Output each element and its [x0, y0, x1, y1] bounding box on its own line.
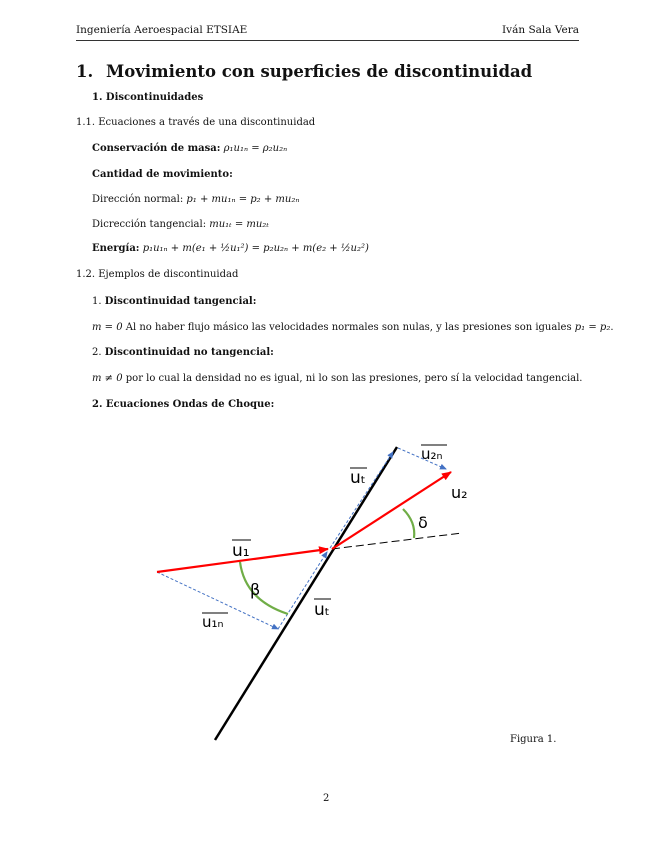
- subsection-ondas-choque: 2. Ecuaciones Ondas de Choque:: [92, 399, 275, 410]
- subsection-discontinuidades: 1. Discontinuidades: [92, 92, 204, 103]
- normal-label: Dirección normal:: [92, 194, 184, 205]
- item-2-math: m ≠ 0: [92, 373, 123, 384]
- item-2-body: por lo cual la densidad no es igual, ni lo son las presiones, pero sí la velocidad tangencial.: [122, 373, 583, 384]
- label-ut-lower: uₜ: [314, 600, 330, 620]
- label-beta: β: [250, 580, 261, 599]
- energy-equation: p₁u₁ₙ + m(e₁ + ½u₁²) = p₂u₂ₙ + m(e₂ + ½u₂²): [142, 243, 369, 254]
- beta-arc: [240, 562, 288, 614]
- label-u2n: u₂ₙ: [421, 445, 443, 463]
- subsection-1-1: 1.1. Ecuaciones a través de una discontinuidad: [76, 117, 316, 128]
- item-1-number: 1.: [92, 296, 102, 307]
- label-delta: δ: [418, 513, 428, 532]
- mass-equation: ρ₁u₁ₙ = ρ₂u₂ₙ: [223, 143, 288, 154]
- header-right: Iván Sala Vera: [502, 24, 579, 36]
- item-1-title: Discontinuidad tangencial:: [104, 296, 257, 307]
- label-u1n: u₁ₙ: [202, 613, 224, 631]
- section-number: 1.: [76, 62, 94, 81]
- section-title-text: Movimiento con superficies de discontinuidad: [106, 62, 533, 81]
- item-1-body: Al no haber flujo másico las velocidades normales son nulas, y las presiones son iguales: [122, 322, 575, 333]
- mass-label: Conservación de masa:: [92, 143, 221, 154]
- item-2-title: Discontinuidad no tangencial:: [104, 347, 274, 358]
- subsection-1-2: 1.2. Ejemplos de discontinuidad: [76, 269, 239, 280]
- label-u1: u₁: [232, 541, 250, 561]
- energy-label: Energía:: [92, 243, 140, 254]
- tangential-label: Dicrección tangencial:: [92, 219, 207, 230]
- label-ut-upper: uₜ: [350, 468, 366, 488]
- normal-equation: p₁ + mu₁ₙ = p₂ + mu₂ₙ: [186, 194, 300, 205]
- item-2-number: 2.: [92, 347, 102, 358]
- item-1-end: .: [610, 322, 614, 333]
- delta-arc: [403, 509, 414, 538]
- label-u2: u₂: [451, 483, 468, 502]
- discontinuity-line: [215, 447, 397, 740]
- tangential-equation: mu₁ₜ = mu₂ₜ: [209, 219, 269, 230]
- ut-upper-vector: [330, 452, 393, 548]
- item-1-math2: p₁ = p₂: [574, 322, 611, 333]
- item-1-math: m = 0: [92, 322, 123, 333]
- header-left: Ingeniería Aeroespacial ETSIAE: [76, 24, 248, 36]
- figure-caption: Figura 1.: [510, 734, 557, 745]
- page-number: 2: [323, 793, 330, 804]
- momentum-label: Cantidad de movimiento:: [92, 169, 233, 180]
